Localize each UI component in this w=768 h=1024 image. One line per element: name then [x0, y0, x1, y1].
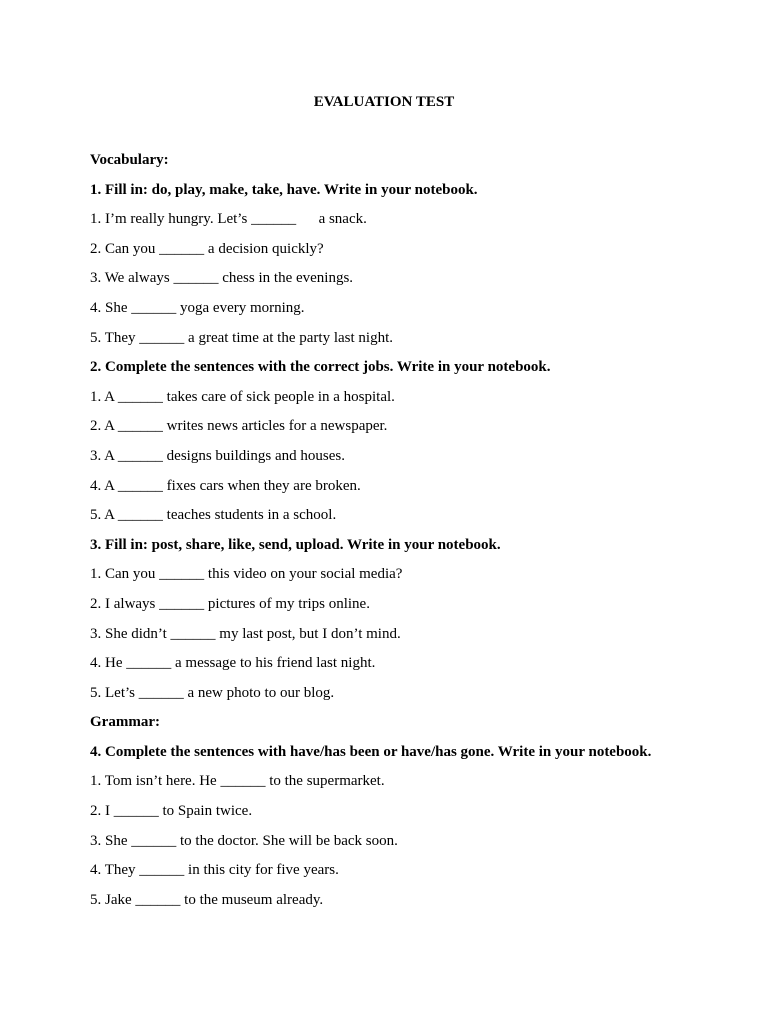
exercise-item: 2. A ______ writes news articles for a newspaper.	[90, 418, 388, 435]
exercise-item: 5. A ______ teaches students in a school.	[90, 507, 337, 524]
exercise-instruction: 2. Complete the sentences with the correct jobs. Write in your notebook.	[90, 359, 551, 376]
exercise-instruction: 1. Fill in: do, play, make, take, have. Write in your notebook.	[90, 181, 478, 198]
section-heading: Grammar:	[90, 714, 160, 731]
exercise-item: 2. I always ______ pictures of my trips online.	[90, 595, 370, 612]
exercise-item: 2. I ______ to Spain twice.	[90, 803, 253, 820]
exercise-item: 1. Tom isn’t here. He ______ to the supermarket.	[90, 773, 385, 790]
exercise-instruction: 3. Fill in: post, share, like, send, upload. Write in your notebook.	[90, 536, 501, 553]
exercise-item: 3. She didn’t ______ my last post, but I don’t mind.	[90, 625, 401, 642]
exercise-item: 4. She ______ yoga every morning.	[90, 299, 305, 316]
exercise-item: 3. She ______ to the doctor. She will be back soon.	[90, 832, 398, 849]
document-body	[90, 151, 730, 920]
exercise-item: 1. Can you ______ this video on your social media?	[90, 566, 403, 583]
exercise-item: 4. He ______ a message to his friend last night.	[90, 655, 376, 672]
exercise-item: 1. I’m really hungry. Let’s ______ a snack.	[90, 211, 367, 228]
exercise-item: 4. They ______ in this city for five years.	[90, 862, 339, 879]
exercise-item: 3. We always ______ chess in the evenings.	[90, 270, 354, 287]
exercise-item: 5. Let’s ______ a new photo to our blog.	[90, 684, 335, 701]
exercise-item: 4. A ______ fixes cars when they are broken.	[90, 477, 361, 494]
exercise-item: 5. Jake ______ to the museum already.	[90, 891, 324, 908]
document-title: EVALUATION TEST	[313, 94, 455, 110]
exercise-item: 5. They ______ a great time at the party last night.	[90, 329, 393, 346]
exercise-instruction: 4. Complete the sentences with have/has been or have/has gone. Write in your notebook.	[90, 743, 652, 760]
section-heading: Vocabulary:	[90, 152, 169, 168]
exercise-item: 1. A ______ takes care of sick people in a hospital.	[90, 388, 395, 405]
exercise-item: 3. A ______ designs buildings and houses.	[90, 447, 346, 464]
exercise-item: 2. Can you ______ a decision quickly?	[90, 240, 324, 257]
